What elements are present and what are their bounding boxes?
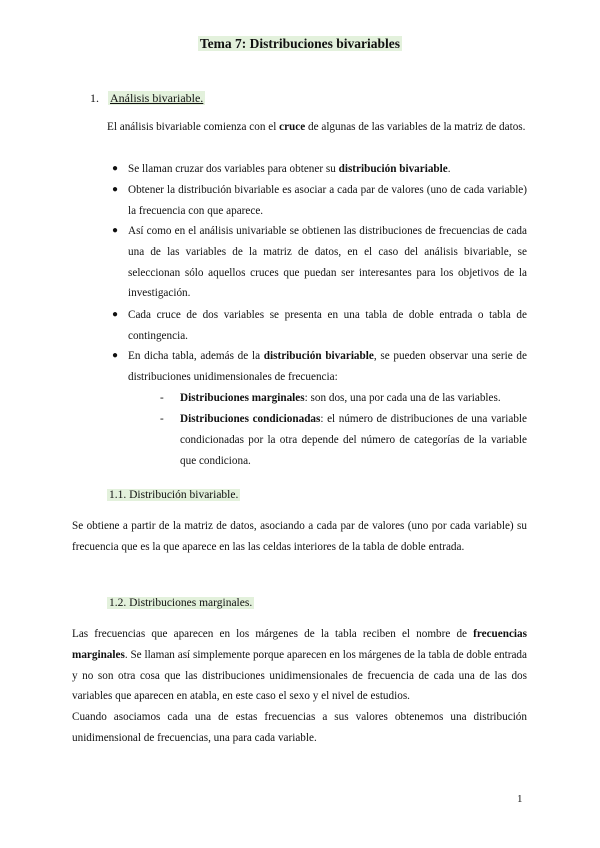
subitem-2-bold: Distribuciones condicionadas (180, 413, 321, 425)
intro-text-c: de algunas de las variables de la matriz de datos. (305, 121, 526, 133)
section-1-1-heading (107, 489, 240, 501)
bullet-item-1 (112, 159, 527, 180)
section-1-1-label: 1.1. Distribución bivariable. (109, 489, 239, 501)
bullet-item-2 (112, 180, 527, 222)
bullet-item-4 (112, 305, 527, 347)
section-1-2-text-c: . Se llaman así simplemente porque aparecen en los márgenes de la tabla de doble entrada y no son otra cosa que las distribuciones unidimensionales de frecuencia de cada una de las dos variables que aparecen en atabla, en este caso el sexo y el nivel de estudios. (72, 648, 527, 703)
bullet-dot-icon: ● (112, 184, 119, 195)
dash-marker: - (160, 392, 164, 404)
document-title (0, 36, 600, 52)
bullet-dot-icon: ● (112, 163, 119, 174)
section-1-1-paragraph: Se obtiene a partir de la matriz de datos, asociando a cada par de valores (uno por cada variable) su frecuencia que es la que aparece en las las celdas interiores de la tabla de doble entrada. (72, 520, 527, 553)
section-1-number: 1. (90, 91, 99, 105)
bullet-dot-icon: ● (112, 350, 119, 361)
bullet-2-text: Obtener la distribución bivariable es asociar a cada par de valores (uno de cada variable) la frecuencia con que aparece. (128, 184, 527, 217)
bullet-item-3 (112, 221, 527, 304)
section-1-2-bold: frecuencias marginales (72, 628, 527, 661)
bullet-dot-icon: ● (112, 225, 119, 236)
section-1-heading (90, 91, 205, 106)
bullet-item-5 (112, 346, 527, 388)
bullet-3-text: Así como en el análisis univariable se obtienen las distribuciones de frecuencias de cada una de las variables de la matriz de datos, en el caso del análisis bivariable, se seleccionan sólo aquellos cruces que puedan ser interesantes para los objetivos de la investigación. (128, 225, 527, 300)
bullet-5-bold: distribución bivariable (263, 350, 374, 362)
intro-bold-cruce: cruce (279, 121, 306, 133)
intro-paragraph (107, 117, 527, 138)
title-text: Tema 7: Distribuciones bivariables (199, 36, 401, 51)
section-1-2-paragraph-2: Cuando asociamos cada una de estas frecuencias a sus valores obtenemos una distribución unidimensional de frecuencias, una para cada variable. (72, 711, 527, 744)
bullet-1-text-c: . (447, 163, 451, 175)
bullet-dot-icon: ● (112, 309, 119, 320)
section-1-label: Análisis bivariable. (110, 91, 204, 105)
page-number: 1 (517, 793, 523, 805)
section-1-2-paragraph-1 (72, 624, 527, 707)
subitem-marginales (160, 388, 527, 409)
dash-marker: - (160, 413, 164, 425)
bullet-4-text: Cada cruce de dos variables se presenta en una tabla de doble entrada o tabla de contingencia. (128, 309, 527, 342)
bullet-1-text-a: Se llaman cruzar dos variables para obtener su (128, 163, 339, 175)
bullet-5-text-c: , se pueden observar una serie de distribuciones unidimensionales de frecuencia: (128, 350, 527, 383)
section-1-2-label: 1.2. Distribuciones marginales. (109, 597, 253, 609)
subitem-1-text: : son dos, una por cada una de las variables. (304, 392, 501, 404)
bullet-1-bold: distribución bivariable (338, 163, 448, 175)
subitem-1-bold: Distribuciones marginales (180, 392, 305, 404)
subitem-2-text: : el número de distribuciones de una variable condicionadas por la otra depende del número de categorías de la variable que condiciona. (180, 413, 527, 467)
section-1-2-heading (107, 597, 254, 609)
section-1-2-text-a: Las frecuencias que aparecen en los márgenes de la tabla reciben el nombre de (72, 628, 474, 640)
bullet-5-text-a: En dicha tabla, además de la (128, 350, 264, 362)
subitem-condicionadas (160, 409, 527, 471)
intro-text-a: El análisis bivariable comienza con el (107, 121, 280, 133)
